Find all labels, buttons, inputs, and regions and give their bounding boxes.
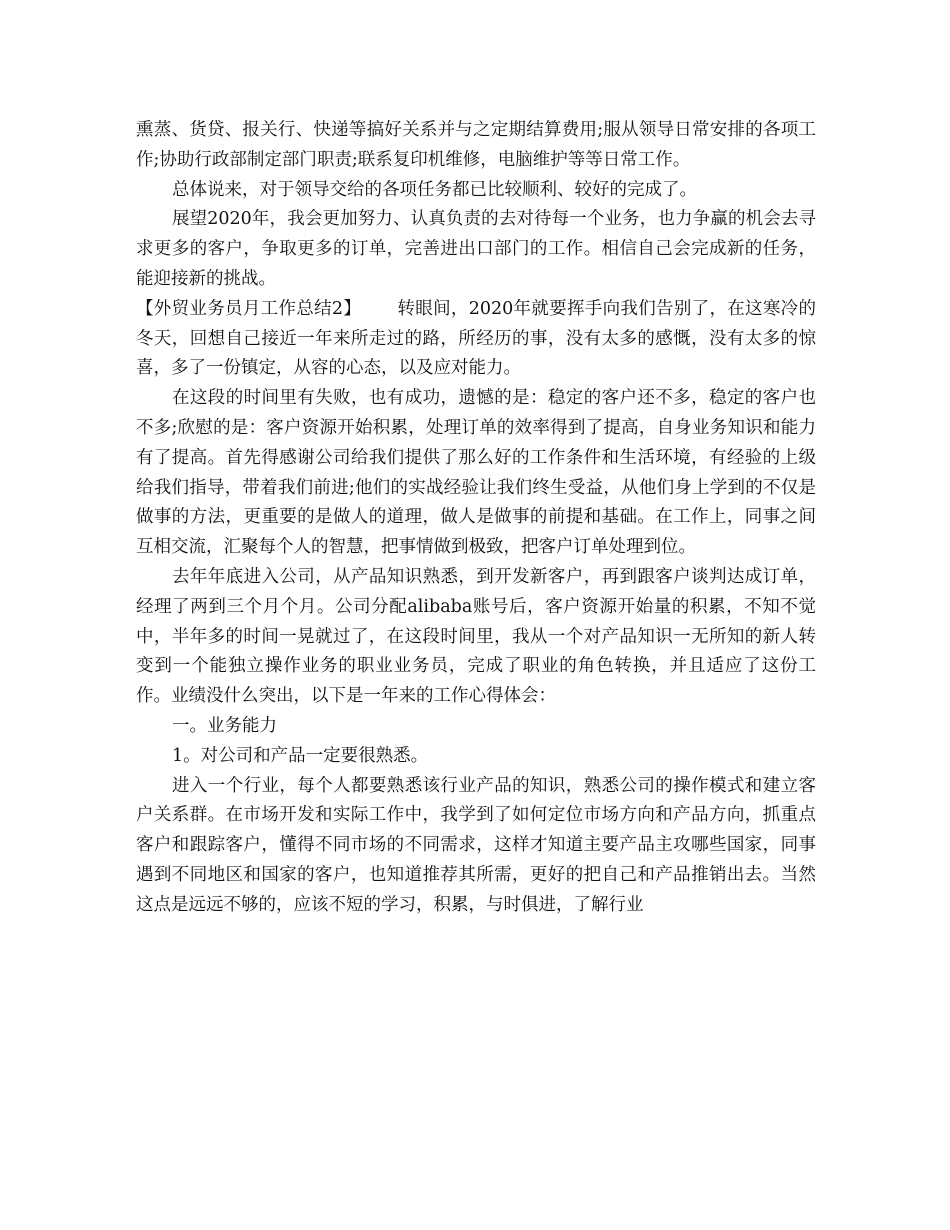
- paragraph: 在这段的时间里有失败，也有成功，遗憾的是：稳定的客户还不多，稳定的客户也不多;欣慰的是：客户资源开始积累，处理订单的效率得到了提高，自身业务知识和能力有了提高。首先得感谢公司给我们提供了那么好的工作条件和生活环境，有经验的上级给我们指导，带着我们前进;他们的实战经验让我们终生受益，从他们身上学到的不仅是做事的方法，更重要的是做人的道理，做人是做事的前提和基础。在工作上，同事之间互相交流，汇聚每个人的智慧，把事情做到极致，把客户订单处理到位。: [136, 388, 816, 558]
- paragraph: 熏蒸、货贷、报关行、快递等搞好关系并与之定期结算费用;服从领导日常安排的各项工作;协助行政部制定部门职责;联系复印机维修，电脑维护等等日常工作。: [136, 120, 816, 170]
- paragraph-with-heading: [136, 295, 816, 384]
- paragraph: 展望2020年，我会更加努力、认真负责的去对待每一个业务，也力争赢的机会去寻求更多的客户，争取更多的订单，完善进出口部门的工作。相信自己会完成新的任务，能迎接新的挑战。: [136, 209, 816, 289]
- subheading: 1。对公司和产品一定要很熟悉。: [172, 745, 429, 766]
- paragraph: 进入一个行业，每个人都要熟悉该行业产品的知识，熟悉公司的操作模式和建立客户关系群。在市场开发和实际工作中，我学到了如何定位市场方向和产品方向，抓重点客户和跟踪客户，懂得不同市场的不同需求，这样才知道主要产品主攻哪些国家，同事遇到不同地区和国家的客户，也知道推荐其所需，更好的把自己和产品推销出去。当然这点是远远不够的，应该不短的学习，积累，与时俱进，了解行业: [136, 775, 816, 915]
- document-body: [136, 116, 816, 921]
- paragraph: 总体说来，对于领导交给的各项任务都已比较顺利、较好的完成了。: [172, 179, 697, 200]
- paragraph: 去年年底进入公司，从产品知识熟悉，到开发新客户，再到跟客户谈判达成订单，经理了两到三个月个月。公司分配alibaba账号后，客户资源开始量的积累，不知不觉中，半年多的时间一晃就过了，在这段时间里，我从一个对产品知识一无所知的新人转变到一个能独立操作业务的职业业务员，完成了职业的角色转换，并且适应了这份工作。业绩没什么突出，以下是一年来的工作心得体会：: [136, 566, 816, 707]
- section-heading: 【外贸业务员月工作总结2】: [136, 298, 362, 319]
- paragraph-text: 转眼间，2020年就要挥手向我们告别了，在这寒冷的冬天，回想自己接近一年来所走过的路，所经历的事，没有太多的感慨，没有太多的惊喜，多了一份镇定，从容的心态，以及应对能力。: [136, 298, 816, 379]
- subheading: 一。业务能力: [172, 715, 277, 736]
